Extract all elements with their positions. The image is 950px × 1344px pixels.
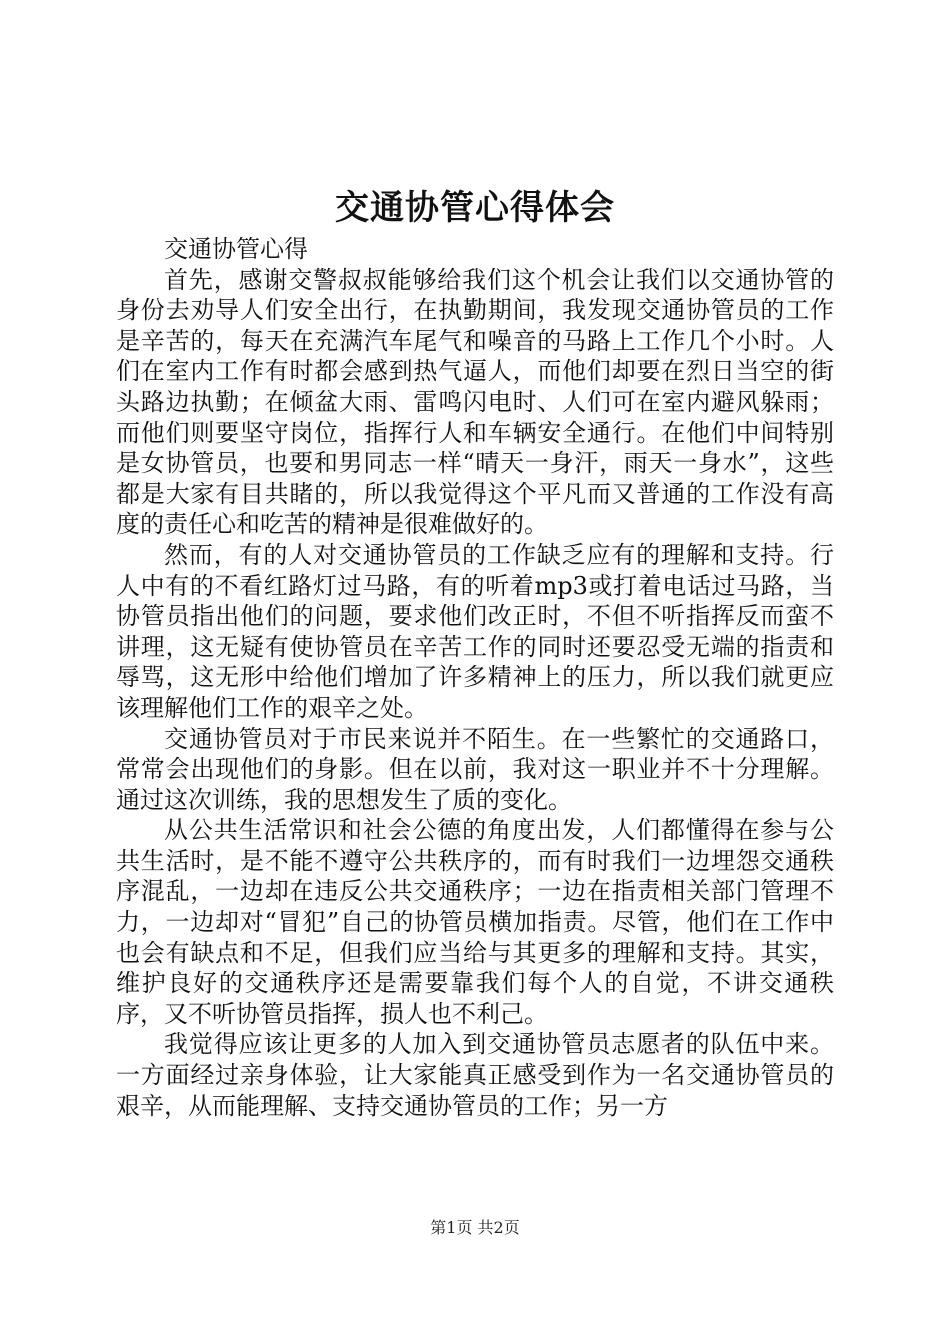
- paragraph: 交通协管员对于市民来说并不陌生。在一些繁忙的交通路口，常常会出现他们的身影。但在以前，我对这一职业并不十分理解。通过这次训练，我的思想发生了质的变化。: [116, 724, 834, 814]
- paragraph: 首先，感谢交警叔叔能够给我们这个机会让我们以交通协管的身份去劝导人们安全出行，在执勤期间，我发现交通协管员的工作是辛苦的，每天在充满汽车尾气和噪音的马路上工作几个小时。人们在室内工作有时都会感到热气逼人，而他们却要在烈日当空的街头路边执勤；在倾盆大雨、雷鸣闪电时、人们可在室内避风躲雨；而他们则要坚守岗位，指挥行人和车辆安全通行。在他们中间特别是女协管员，也要和男同志一样“晴天一身汗，雨天一身水”，这些都是大家有目共睹的，所以我觉得这个平凡而又普通的工作没有高度的责任心和吃苦的精神是很难做好的。: [116, 265, 834, 539]
- document-title: 交通协管心得体会: [335, 188, 615, 228]
- paragraph: 然而，有的人对交通协管员的工作缺乏应有的理解和支持。行人中有的不看红路灯过马路，有的听着mp3或打着电话过马路，当协管员指出他们的问题，要求他们改正时，不但不听指挥反而蛮不讲理，这无疑有使协管员在辛苦工作的同时还要忍受无端的指责和辱骂，这无形中给他们增加了许多精神上的压力，所以我们就更应该理解他们工作的艰辛之处。: [116, 540, 834, 722]
- page-footer: 第1页 共2页: [430, 1218, 520, 1237]
- document-body: [116, 234, 834, 1121]
- paragraph-heading: 交通协管心得: [164, 235, 308, 263]
- paragraph: 从公共生活常识和社会公德的角度出发，人们都懂得在参与公共生活时，是不能不遵守公共秩序的，而有时我们一边埋怨交通秩序混乱，一边却在违反公共交通秩序；一边在指责相关部门管理不力，一边却对“冒犯”自己的协管员横加指责。尽管，他们在工作中也会有缺点和不足，但我们应当给与其更多的理解和支持。其实，维护良好的交通秩序还是需要靠我们每个人的自觉，不讲交通秩序，又不听协管员指挥，损人也不利己。: [116, 816, 834, 1028]
- paragraph: 我觉得应该让更多的人加入到交通协管员志愿者的队伍中来。一方面经过亲身体验，让大家能真正感受到作为一名交通协管员的艰辛，从而能理解、支持交通协管员的工作；另一方: [116, 1030, 834, 1120]
